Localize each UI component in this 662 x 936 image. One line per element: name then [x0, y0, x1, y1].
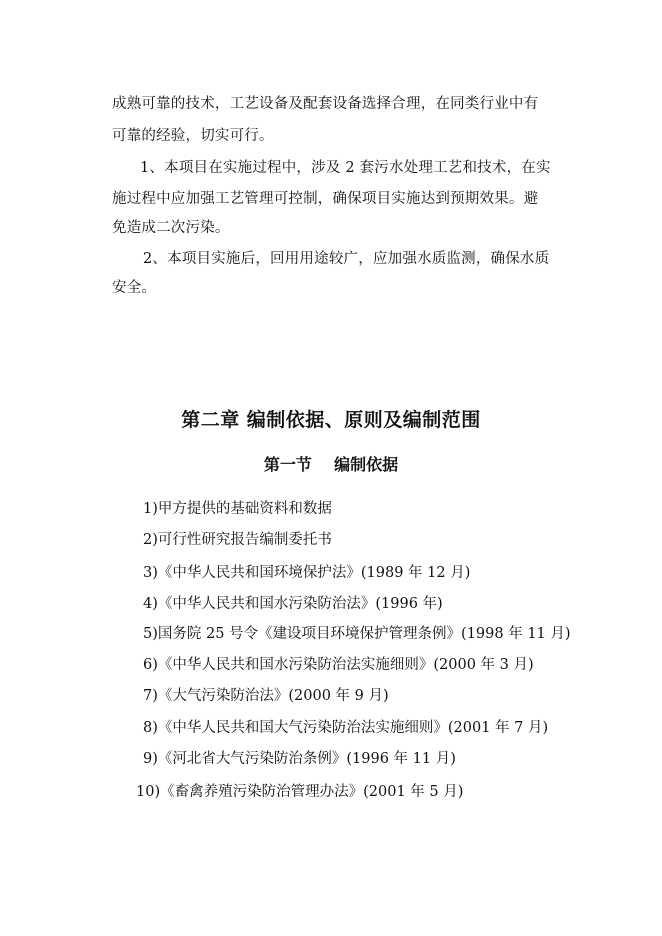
reference-item: 4)《中华人民共和国水污染防治法》(1996 年)	[143, 596, 443, 612]
intro-line: 1、本项目在实施过程中，涉及 2 套污水处理工艺和技术，在实	[140, 160, 551, 176]
section-title: 第一节 编制依据	[263, 455, 399, 474]
intro-line: 2、本项目实施后，回用用途较广，应加强水质监测，确保水质	[143, 251, 550, 267]
reference-item: 1)甲方提供的基础资料和数据	[143, 501, 332, 517]
intro-line: 施过程中应加强工艺管理可控制，确保项目实施达到预期效果。避	[112, 191, 539, 207]
reference-item: 9)《河北省大气污染防治条例》(1996 年 11 月)	[143, 751, 456, 767]
reference-item: 7)《大气污染防治法》(2000 年 9 月)	[143, 688, 389, 704]
intro-line: 成熟可靠的技术，工艺设备及配套设备选择合理，在同类行业中有	[112, 96, 539, 112]
reference-item: 6)《中华人民共和国水污染防治法实施细则》(2000 年 3 月)	[143, 657, 534, 673]
chapter-title: 第二章 编制依据、原则及编制范围	[181, 409, 481, 431]
reference-item: 10)《畜禽养殖污染防治管理办法》(2001 年 5 月)	[136, 784, 464, 800]
intro-line: 免造成二次污染。	[112, 220, 230, 236]
reference-item: 5)国务院 25 号令《建设项目环境保护管理条例》(1998 年 11 月)	[143, 626, 571, 642]
intro-line: 安全。	[112, 280, 157, 296]
intro-line: 可靠的经验，切实可行。	[112, 128, 274, 144]
reference-item: 8)《中华人民共和国大气污染防治法实施细则》(2001 年 7 月)	[143, 720, 549, 736]
reference-item: 3)《中华人民共和国环境保护法》(1989 年 12 月)	[143, 565, 471, 581]
reference-item: 2)可行性研究报告编制委托书	[143, 532, 332, 548]
